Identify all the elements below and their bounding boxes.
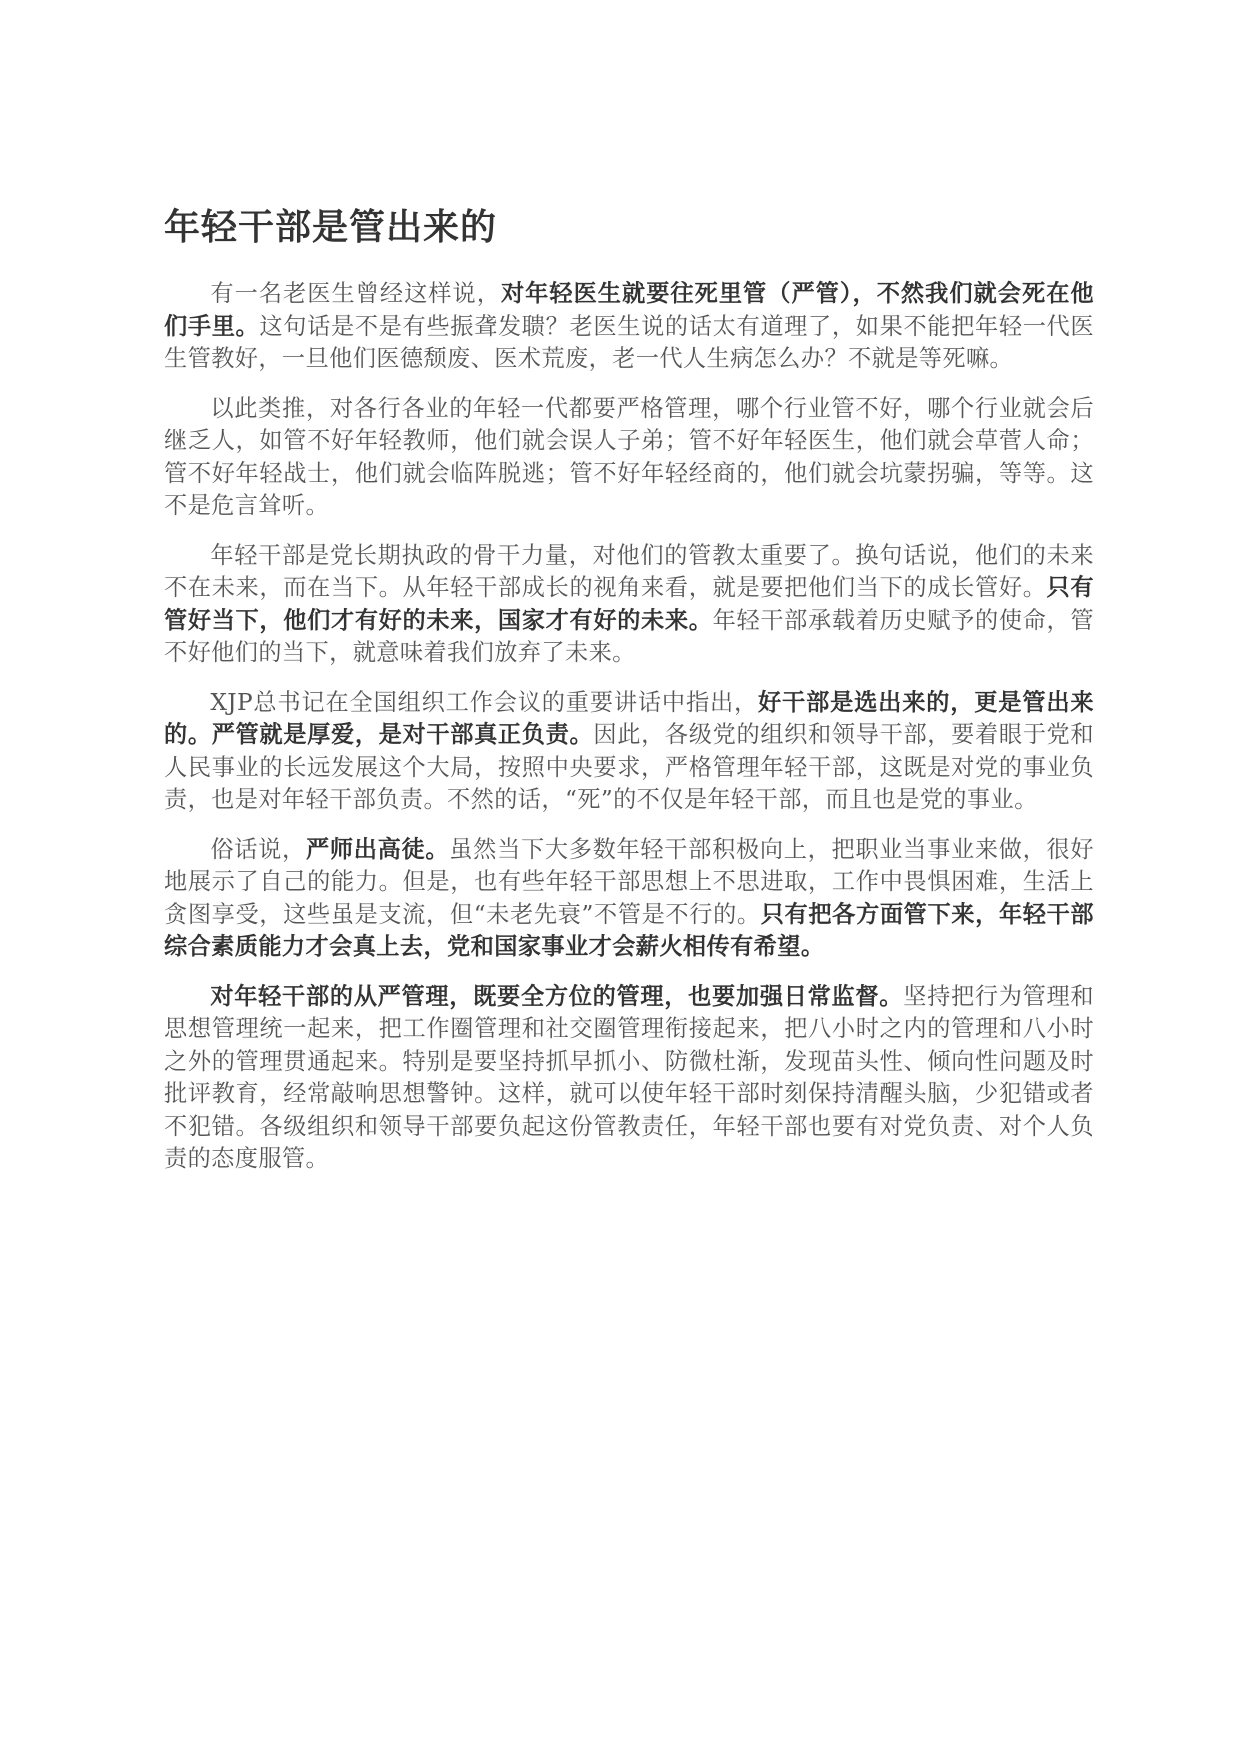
paragraph-emphasis: 对年轻医生就要往死里管（严管），不然我们就会死在他们手里。	[164, 280, 1094, 340]
paragraph-text: 坚持把行为管理和思想管理统一起来，把工作圈管理和社交圈管理衔接起来，把八小时之内的管理和八小时之外的管理贯通起来。特别是要坚持抓早抓小、防微杜渐，发现苗头性、倾向性问题及时批评教育，经常敲响思想警钟。这样，就可以使年轻干部时刻保持清醒头脑，少犯错或者不犯错。各级组织和领导干部要负起这份管教责任，年轻干部也要有对党负责、对个人负责的态度服管。	[164, 982, 1094, 1172]
paragraph-6	[164, 981, 1094, 1176]
paragraph-text: 这句话是不是有些振聋发聩？老医生说的话太有道理了，如果不能把年轻一代医生管教好，一旦他们医德颓废、医术荒废，老一代人生病怎么办？不就是等死嘛。	[164, 312, 1094, 372]
paragraph-1	[164, 278, 1094, 376]
paragraph-text: XJP总书记在全国组织工作会议的重要讲话中指出，	[210, 688, 759, 716]
paragraph-emphasis: 严师出高徒。	[305, 835, 450, 863]
paragraph-emphasis: 只有管好当下，他们才有好的未来，国家才有好的未来。	[164, 574, 1094, 634]
paragraph-text: 俗话说，	[210, 835, 306, 863]
paragraph-5	[164, 834, 1094, 964]
paragraph-2	[164, 393, 1094, 523]
paragraph-text: 虽然当下大多数年轻干部积极向上，把职业当事业来做，很好地展示了自己的能力。但是，也有些年轻干部思想上不思进取，工作中畏惧困难，生活上贪图享受，这些虽是支流，但“未老先衰”不管是不行的。	[164, 835, 1094, 928]
paragraph-3	[164, 540, 1094, 670]
paragraph-text: 有一名老医生曾经这样说，	[210, 280, 501, 307]
paragraph-text: 年轻干部承载着历史赋予的使命，管不好他们的当下，就意味着我们放弃了未来。	[164, 606, 1095, 666]
document-page	[164, 200, 1094, 1193]
paragraph-text: 年轻干部是党长期执政的骨干力量，对他们的管教太重要了。换句话说，他们的未来不在未来，而在当下。从年轻干部成长的视角来看，就是要把他们当下的成长管好。	[164, 541, 1094, 601]
paragraph-text: 以此类推，对各行各业的年轻一代都要严格管理，哪个行业管不好，哪个行业就会后继乏人，如管不好年轻教师，他们就会误人子弟；管不好年轻医生，他们就会草菅人命；管不好年轻战士，他们就会临阵脱逃；管不好年轻经商的，他们就会坑蒙拐骗，等等。这不是危言耸听。	[164, 394, 1094, 519]
paragraph-emphasis: 好干部是选出来的，更是管出来的。严管就是厚爱，是对干部真正负责。	[164, 688, 1094, 748]
paragraph-text: 因此，各级党的组织和领导干部，要着眼于党和人民事业的长远发展这个大局，按照中央要求，严格管理年轻干部，这既是对党的事业负责，也是对年轻干部负责。不然的话，“死”的不仅是年轻干部，而且也是党的事业。	[164, 721, 1094, 813]
paragraph-emphasis: 对年轻干部的从严管理，既要全方位的管理，也要加强日常监督。	[210, 982, 904, 1010]
paragraph-4	[164, 687, 1094, 817]
document-title: 年轻干部是管出来的	[164, 207, 498, 248]
paragraph-emphasis: 只有把各方面管下来，年轻干部综合素质能力才会真上去，党和国家事业才会薪火相传有希望。	[164, 900, 1094, 960]
